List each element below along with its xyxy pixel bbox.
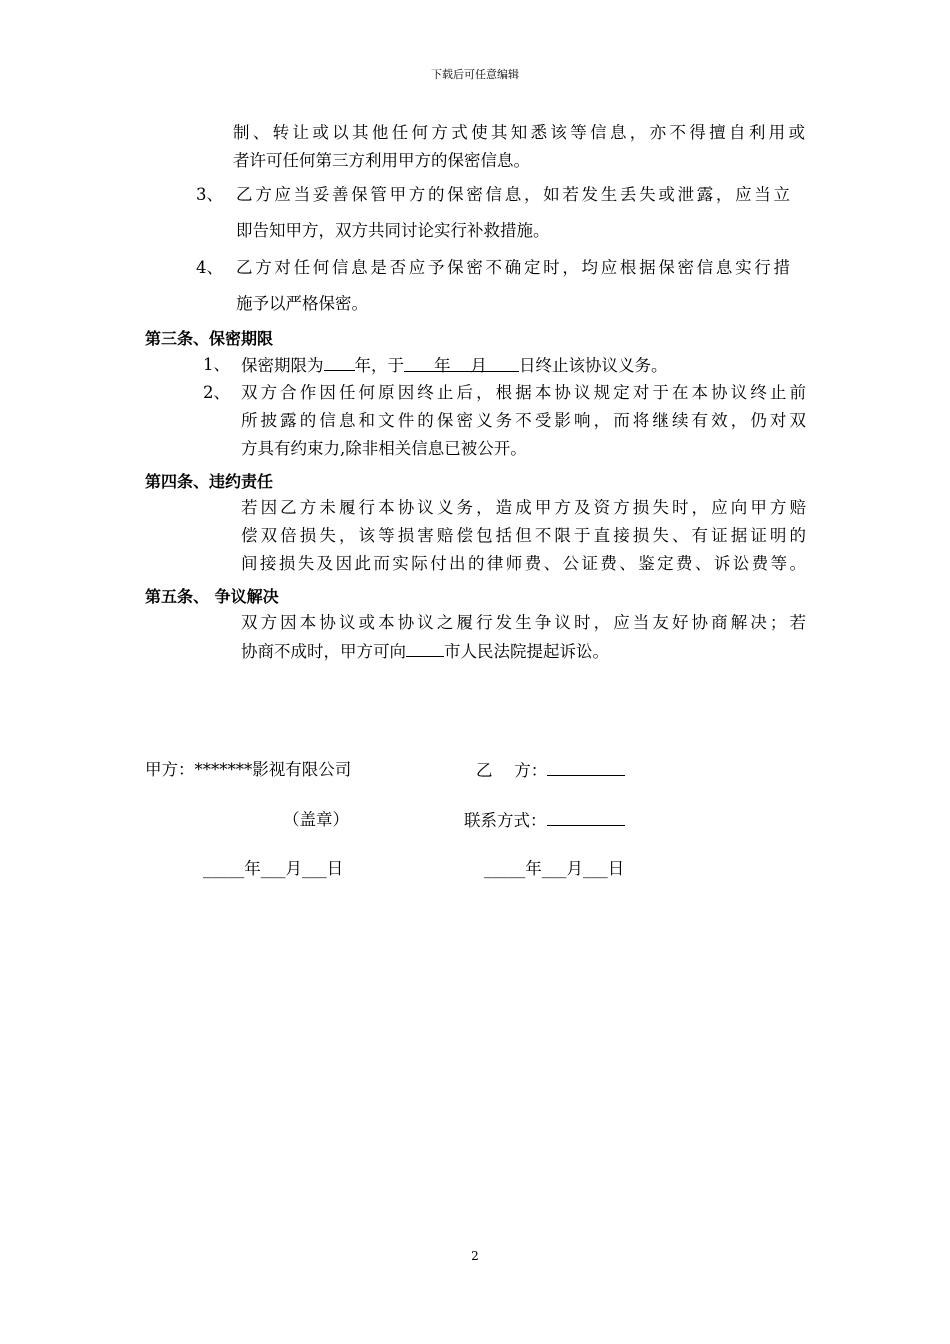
clause-line: 若因乙方未履行本协议义务，造成甲方及资方损失时，应向甲方赔	[241, 498, 806, 517]
clause-line: 乙方应当妥善保管甲方的保密信息，如若发生丢失或泄露，应当立	[236, 185, 790, 204]
contact-blank	[547, 809, 625, 826]
item-number: 3、	[196, 185, 223, 204]
date-left: _____年___月___日	[203, 859, 344, 878]
party-b-blank	[547, 759, 625, 776]
item-number: 2、	[203, 383, 230, 402]
blank-date: 年 月	[404, 355, 519, 372]
clause-line: 协商不成时，甲方可向 市人民法院提起诉讼。	[241, 642, 609, 661]
blank-years	[324, 354, 355, 371]
clause-line: 双方因本协议或本协议之履行发生争议时，应当友好协商解决；若	[241, 613, 806, 632]
contact-label: 联系方式：	[464, 809, 625, 832]
clause-line: 即告知甲方，双方共同讨论实行补救措施。	[236, 221, 550, 240]
item-number: 1、	[203, 355, 230, 374]
term-line: 保密期限为 年，于 年 月 日终止该协议义务。	[241, 356, 668, 375]
seal-label: （盖章）	[283, 810, 349, 829]
clause-line: 制、转让或以其他任何方式使其知悉该等信息，亦不得擅自利用或	[233, 123, 805, 142]
item-number: 4、	[196, 258, 223, 277]
article-5-heading: 第五条、 争议解决	[145, 587, 279, 606]
date-right: _____年___月___日	[484, 859, 625, 878]
clause-line: 乙方对任何信息是否应予保密不确定时，均应根据保密信息实行措	[236, 258, 790, 277]
clause-line: 所披露的信息和文件的保密义务不受影响，而将继续有效，仍对双	[241, 411, 806, 430]
blank-city	[406, 640, 444, 657]
page-number: 2	[471, 1249, 479, 1263]
clause-line: 间接损失及因此而实际付出的律师费、公证费、鉴定费、诉讼费等。	[241, 554, 806, 573]
article-4-heading: 第四条、违约责任	[145, 472, 274, 491]
party-a-label: 甲方：*******影视有限公司	[145, 760, 352, 779]
clause-line: 施予以严格保密。	[236, 294, 368, 313]
clause-line: 双方合作因任何原因终止后，根据本协议规定对于在本协议终止前	[241, 383, 806, 402]
clause-line: 偿双倍损失，该等损害赔偿包括但不限于直接损失、有证据证明的	[241, 526, 806, 545]
article-3-heading: 第三条、保密期限	[145, 329, 274, 348]
clause-line: 者许可任何第三方利用甲方的保密信息。	[233, 151, 530, 170]
page-header: 下载后可任意编辑	[431, 68, 519, 81]
party-b-label: 乙 方：	[476, 759, 625, 782]
clause-line: 方具有约束力,除非相关信息已被公开。	[241, 439, 527, 458]
